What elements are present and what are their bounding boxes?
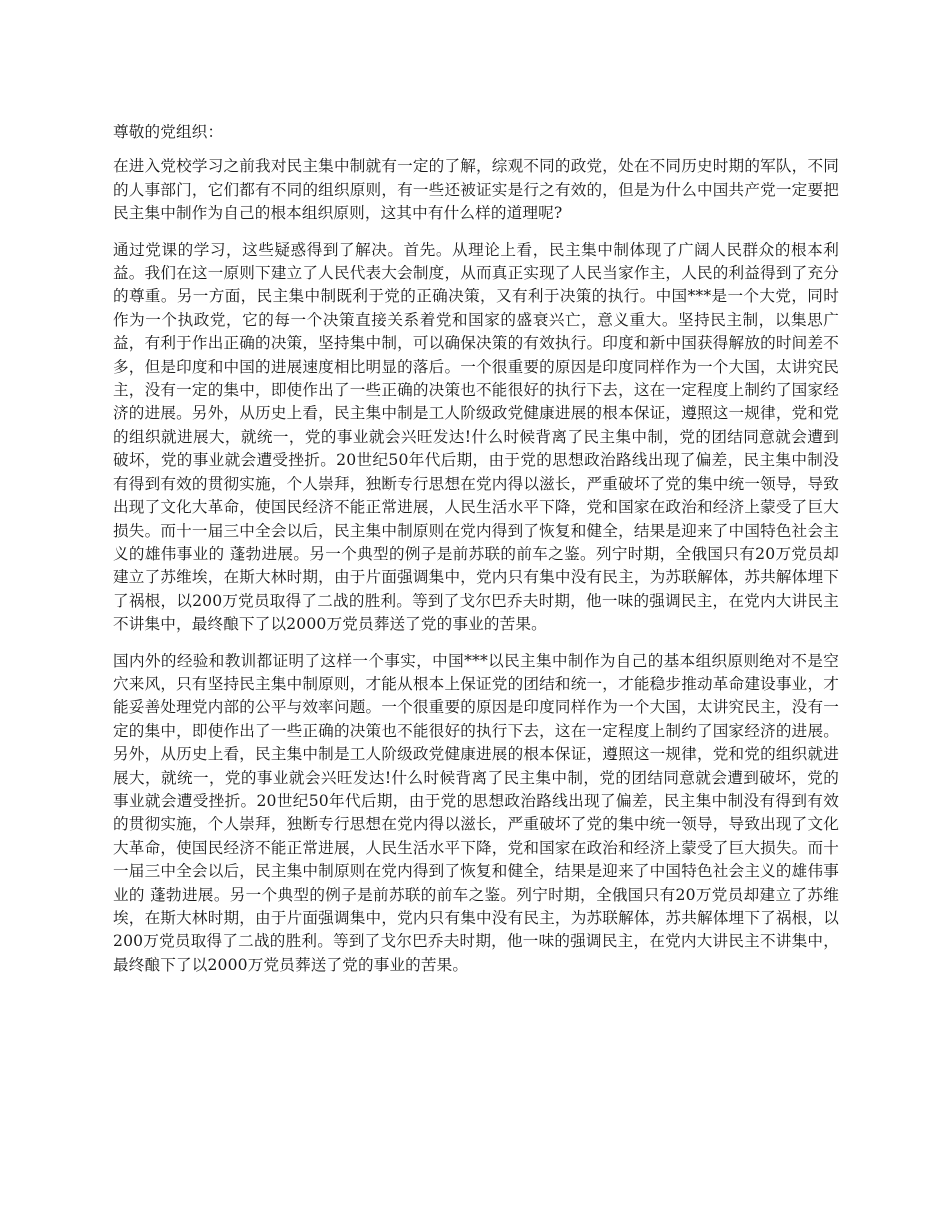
paragraph-conclusion: 国内外的经验和教训都证明了这样一个事实，中国***以民主集中制作为自己的基本组织原则绝对不是空穴来风，只有坚持民主集中制原则，才能从根本上保证党的团结和统一，才能稳步推动革命建设事业，才能妥善处理党内部的公平与效率问题。一个很重要的原因是印度同样作为一个大国，太讲究民主，没有一定的集中，即使作出了一些正确的决策也不能很好的执行下去，这在一定程度上制约了国家经济的进展。另外，从历史上看，民主集中制是工人阶级政党健康进展的根本保证，遵照这一规律，党和党的组织就进展大，就统一，党的事业就会兴旺发达!什么时候背离了民主集中制，党的团结同意就会遭到破坏，党的事业就会遭受挫折。20世纪50年代后期，由于党的思想政治路线出现了偏差，民主集中制没有得到有效的贯彻实施，个人崇拜，独断专行思想在党内得以滋长，严重破坏了党的集中统一领导，导致出现了文化大革命，使国民经济不能正常进展，人民生活水平下降，党和国家在政治和经济上蒙受了巨大损失。而十一届三中全会以后，民主集中制原则在党内得到了恢复和健全，结果是迎来了中国特色社会主义的雄伟事业的 蓬勃进展。另一个典型的例子是前苏联的前车之鉴。列宁时期，全俄国只有20万党员却建立了苏维埃，在斯大林时期，由于片面强调集中，党内只有集中没有民主，为苏联解体，苏共解体埋下了祸根，以200万党员取得了二战的胜利。等到了戈尔巴乔夫时期，他一味的强调民主，在党内大讲民主不讲集中，最终酿下了以2000万党员葬送了党的事业的苦果。 xyxy=(113,651,839,974)
document-page xyxy=(113,121,839,990)
salutation: 尊敬的党组织： xyxy=(113,123,224,141)
paragraph-intro: 在进入党校学习之前我对民主集中制就有一定的了解，综观不同的政党，处在不同历史时期的军队，不同的人事部门，它们都有不同的组织原则，有一些还被证实是行之有效的，但是为什么中国共产党一定要把民主集中制作为自己的根本组织原则，这其中有什么样的道理呢? xyxy=(113,157,839,223)
paragraph-body: 通过党课的学习，这些疑惑得到了解决。首先。从理论上看，民主集中制体现了广阔人民群众的根本利益。我们在这一原则下建立了人民代表大会制度，从而真正实现了人民当家作主，人民的利益得到了充分的尊重。另一方面，民主集中制既利于党的正确决策，又有利于决策的执行。中国***是一个大党，同时作为一个执政党，它的每一个决策直接关系着党和国家的盛衰兴亡，意义重大。坚持民主制，以集思广益，有利于作出正确的决策，坚持集中制，可以确保决策的有效执行。印度和新中国获得解放的时间差不多，但是印度和中国的进展速度相比明显的落后。一个很重要的原因是印度同样作为一个大国，太讲究民主，没有一定的集中，即使作出了一些正确的决策也不能很好的执行下去，这在一定程度上制约了国家经济的进展。另外，从历史上看，民主集中制是工人阶级政党健康进展的根本保证，遵照这一规律，党和党的组织就进展大，就统一，党的事业就会兴旺发达!什么时候背离了民主集中制，党的团结同意就会遭到破坏，党的事业就会遭受挫折。20世纪50年代后期，由于党的思想政治路线出现了偏差，民主集中制没有得到有效的贯彻实施，个人崇拜，独断专行思想在党内得以滋长，严重破坏了党的集中统一领导，导致出现了文化大革命，使国民经济不能正常进展，人民生活水平下降，党和国家在政治和经济上蒙受了巨大损失。而十一届三中全会以后，民主集中制原则在党内得到了恢复和健全，结果是迎来了中国特色社会主义的雄伟事业的 蓬勃进展。另一个典型的例子是前苏联的前车之鉴。列宁时期，全俄国只有20万党员却建立了苏维埃，在斯大林时期，由于片面强调集中，党内只有集中没有民主，为苏联解体，苏共解体埋下了祸根，以200万党员取得了二战的胜利。等到了戈尔巴乔夫时期，他一味的强调民主，在党内大讲民主不讲集中，最终酿下了以2000万党员葬送了党的事业的苦果。 xyxy=(113,240,839,634)
